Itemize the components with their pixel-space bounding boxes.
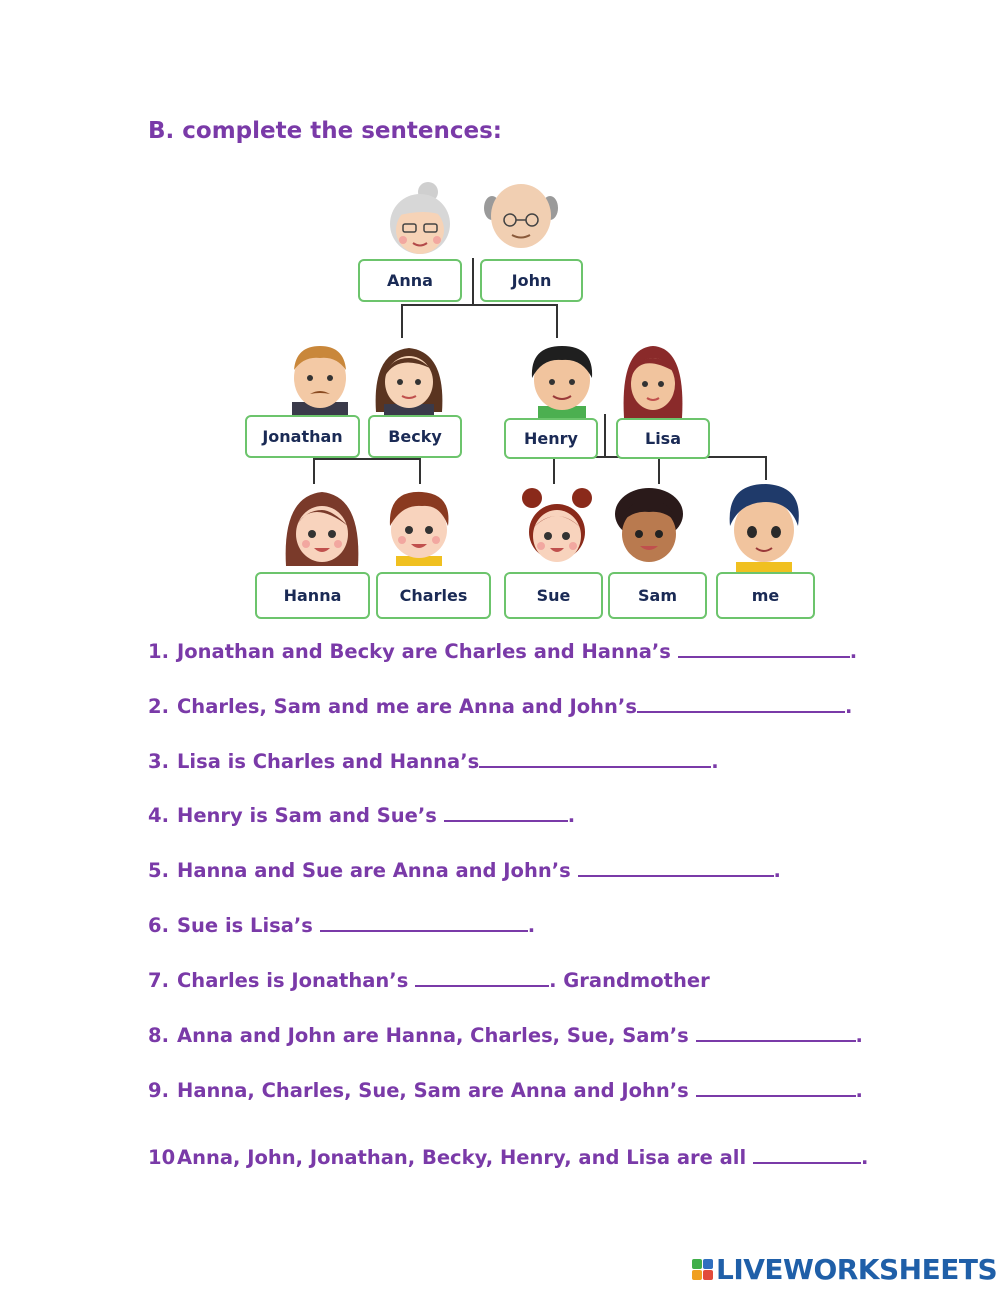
logo-text: LIVEWORKSHEETS <box>716 1253 998 1286</box>
tree-line <box>658 456 660 484</box>
family-tree <box>0 0 1000 640</box>
sentence-text: Anna, John, Jonathan, Becky, Henry, and Lisa are all <box>177 1146 753 1169</box>
sentence-number: 5. <box>148 859 169 882</box>
name-box-lisa: Lisa <box>616 418 710 459</box>
sentence-4 <box>148 800 908 827</box>
name-box-becky: Becky <box>368 415 462 458</box>
boy-face-icon <box>382 486 456 566</box>
tree-line <box>401 304 558 306</box>
tree-line <box>472 258 474 304</box>
answer-blank[interactable] <box>578 855 774 877</box>
grandfather-face-icon <box>482 180 560 250</box>
tree-line <box>313 458 421 460</box>
girl-face-icon <box>282 488 362 568</box>
name-box-john: John <box>480 259 583 302</box>
name-box-anna: Anna <box>358 259 462 302</box>
sentence-number: 4. <box>148 804 169 827</box>
sentence-number: 6. <box>148 914 169 937</box>
sentence-number: 2. <box>148 695 169 718</box>
grandmother-face-icon <box>386 180 454 258</box>
sentence-number: 1. <box>148 640 169 663</box>
name-box-sue: Sue <box>504 572 603 619</box>
sentence-text: Sue is Lisa’s <box>177 914 320 937</box>
answer-blank[interactable] <box>637 691 845 713</box>
name-box-sam: Sam <box>608 572 707 619</box>
father-face-icon <box>288 342 352 416</box>
boy-face-icon <box>724 480 804 574</box>
sentence-text: Hanna, Charles, Sue, Sam are Anna and John’s <box>177 1079 696 1102</box>
name-box-hanna: Hanna <box>255 572 370 619</box>
tree-line <box>765 456 767 480</box>
answer-blank[interactable] <box>415 965 549 987</box>
sentence-number: 8. <box>148 1024 169 1047</box>
logo-grid-icon <box>692 1259 713 1280</box>
tree-line <box>419 458 421 484</box>
sentence-number: 10 <box>148 1146 176 1169</box>
sentence-text: Charles, Sam and me are Anna and John’s <box>177 695 637 718</box>
sentence-text: Jonathan and Becky are Charles and Hanna’s <box>177 640 678 663</box>
answer-blank[interactable] <box>678 636 850 658</box>
sentence-2 <box>148 691 908 718</box>
tree-line <box>604 414 606 458</box>
sentence-1 <box>148 636 908 663</box>
sentence-8 <box>148 1020 908 1047</box>
father-face-icon <box>526 342 598 418</box>
sentence-end: . Grandmother <box>549 969 710 992</box>
sentence-10 <box>148 1142 908 1169</box>
answer-blank[interactable] <box>320 910 528 932</box>
sentence-number: 3. <box>148 750 169 773</box>
name-box-henry: Henry <box>504 418 598 459</box>
sentence-9 <box>148 1075 908 1102</box>
sentence-text: Hanna and Sue are Anna and John’s <box>177 859 578 882</box>
answer-blank[interactable] <box>753 1142 861 1164</box>
sentence-end: . <box>855 1079 863 1102</box>
sentence-end: . <box>860 1146 869 1169</box>
name-box-charles: Charles <box>376 572 491 619</box>
sentence-6 <box>148 910 908 937</box>
mother-face-icon <box>370 342 448 416</box>
sentence-end: . <box>773 859 781 882</box>
tree-line <box>313 458 315 484</box>
sentence-7 <box>148 965 908 992</box>
sentence-end: . <box>711 750 719 773</box>
sentence-end: . <box>527 914 536 937</box>
section-heading: B. complete the sentences: <box>148 118 502 144</box>
name-box-jonathan: Jonathan <box>245 415 360 458</box>
sentence-text: Charles is Jonathan’s <box>177 969 416 992</box>
name-box-me: me <box>716 572 815 619</box>
liveworksheets-logo <box>692 1253 997 1286</box>
sentence-text: Henry is Sam and Sue’s <box>177 804 444 827</box>
mother-face-icon <box>620 342 686 418</box>
sentence-end: . <box>849 640 858 663</box>
sentence-text: Anna and John are Hanna, Charles, Sue, Sam’s <box>177 1024 696 1047</box>
tree-line <box>556 304 558 338</box>
answer-blank[interactable] <box>444 800 568 822</box>
answer-blank[interactable] <box>696 1020 856 1042</box>
sentence-number: 9. <box>148 1079 169 1102</box>
answer-blank[interactable] <box>479 746 711 768</box>
sentence-end: . <box>855 1024 863 1047</box>
sentence-number: 7. <box>148 969 169 992</box>
tree-line <box>401 304 403 338</box>
sentence-end: . <box>567 804 576 827</box>
sentence-text: Lisa is Charles and Hanna’s <box>177 750 480 773</box>
sentence-5 <box>148 855 908 882</box>
girl-face-icon <box>518 484 596 566</box>
sentence-3 <box>148 746 908 773</box>
boy-face-icon <box>610 484 688 566</box>
sentence-end: . <box>844 695 853 718</box>
tree-line <box>553 456 555 484</box>
answer-blank[interactable] <box>696 1075 856 1097</box>
